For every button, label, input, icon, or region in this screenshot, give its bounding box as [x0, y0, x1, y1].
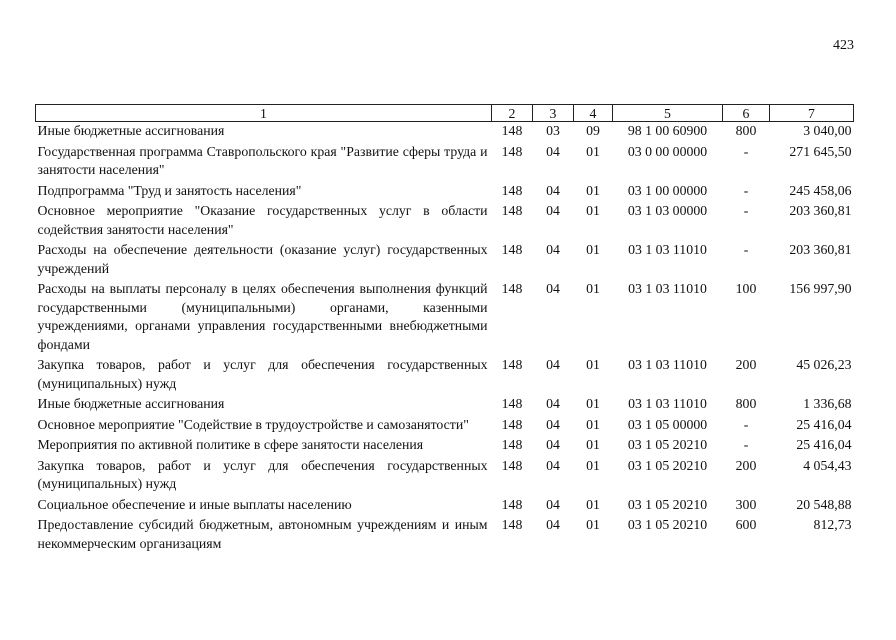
row-ministry-code: 148: [501, 281, 523, 296]
row-name: Основное мероприятие "Содействие в трудоустройстве и самозанятости": [37, 416, 469, 432]
row-subsection-code: 09: [586, 123, 600, 138]
row-target-article-code: 03 1 03 11010: [628, 281, 707, 296]
row-subsection-code: 01: [586, 203, 600, 218]
row-ministry-code: 148: [501, 517, 523, 532]
header-cell: 5: [613, 105, 723, 122]
row-section-code: 04: [546, 457, 560, 473]
row-name: Расходы на обеспечение деятельности (оказание услуг) государственных учреждений: [37, 242, 488, 276]
row-amount: 245 458,06: [789, 182, 852, 198]
row-name: Расходы на выплаты персоналу в целях обеспечения выполнения функций государственными (муниципальными) органами, казенными учреждениями, органами управления государственными внебюджетными фондами: [37, 281, 488, 352]
row-name: Государственная программа Ставропольского края "Развитие сферы труда и занятости населения": [37, 143, 488, 177]
row-section-code: 04: [546, 517, 560, 532]
row-ministry-code: 148: [501, 496, 523, 512]
header-cell: 4: [574, 105, 613, 122]
row-expense-type-code: 200: [735, 357, 757, 372]
row-amount: 20 548,88: [796, 496, 852, 512]
header-cell: 1: [36, 105, 492, 122]
row-ministry-code: 148: [501, 396, 523, 411]
row-expense-type-code: -: [743, 143, 749, 159]
row-target-article-code: 03 0 00 00000: [627, 143, 708, 159]
row-amount: 812,73: [813, 517, 852, 532]
row-expense-type-code: 300: [735, 496, 757, 512]
row-expense-type-code: 100: [735, 281, 757, 296]
row-expense-type-code: 800: [735, 123, 757, 138]
table-header-row: [36, 105, 854, 122]
row-expense-type-code: -: [743, 437, 749, 452]
row-amount: 1 336,68: [803, 396, 852, 411]
row-name: Подпрограмма "Труд и занятость населения": [37, 182, 302, 198]
page-number: 423: [833, 38, 854, 53]
header-cell: 6: [723, 105, 770, 122]
row-name: Иные бюджетные ассигнования: [37, 396, 225, 411]
header-cell: 2: [492, 105, 533, 122]
row-expense-type-code: -: [743, 203, 749, 218]
row-subsection-code: 01: [586, 143, 600, 159]
row-expense-type-code: -: [743, 182, 749, 198]
row-section-code: 04: [546, 203, 560, 218]
row-amount: 156 997,90: [789, 281, 852, 296]
row-ministry-code: 148: [501, 416, 523, 432]
row-name: Мероприятия по активной политике в сфере занятости населения: [37, 437, 424, 452]
table-row: [36, 278, 854, 354]
row-subsection-code: 01: [586, 416, 600, 432]
row-name: Предоставление субсидий бюджетным, автономным учреждениям и иным некоммерческим организациям: [37, 517, 488, 551]
row-ministry-code: 148: [501, 143, 523, 159]
row-section-code: 04: [546, 143, 560, 159]
table-row: [36, 141, 854, 180]
row-name: Основное мероприятие "Оказание государственных услуг в области содействия занятости населения": [37, 203, 488, 237]
row-section-code: 04: [546, 416, 560, 432]
row-name: Закупка товаров, работ и услуг для обеспечения государственных (муниципальных) нужд: [37, 457, 488, 491]
row-ministry-code: 148: [501, 357, 523, 372]
row-subsection-code: 01: [586, 182, 600, 198]
row-target-article-code: 03 1 05 20210: [627, 496, 708, 512]
row-target-article-code: 98 1 00 60900: [627, 123, 708, 138]
row-ministry-code: 148: [501, 182, 523, 198]
table-row: [36, 122, 854, 141]
row-subsection-code: 01: [586, 281, 600, 296]
row-section-code: 04: [546, 437, 560, 452]
row-ministry-code: 148: [501, 457, 523, 473]
row-section-code: 03: [546, 123, 560, 138]
row-ministry-code: 148: [501, 437, 523, 452]
row-subsection-code: 01: [586, 437, 600, 452]
row-subsection-code: 01: [586, 517, 600, 532]
row-section-code: 04: [546, 357, 560, 372]
row-ministry-code: 148: [501, 242, 523, 257]
row-subsection-code: 01: [586, 396, 600, 411]
table-row: [36, 239, 854, 278]
table-row: [36, 180, 854, 201]
row-section-code: 04: [546, 496, 560, 512]
row-target-article-code: 03 1 05 20210: [627, 457, 708, 473]
header-cell: 3: [533, 105, 574, 122]
header-cell: 7: [770, 105, 854, 122]
table-row: [36, 455, 854, 494]
row-section-code: 04: [546, 182, 560, 198]
table-row: [36, 200, 854, 239]
row-subsection-code: 01: [586, 496, 600, 512]
row-section-code: 04: [546, 396, 560, 411]
row-amount: 45 026,23: [796, 357, 852, 372]
table-row: [36, 434, 854, 455]
row-target-article-code: 03 1 03 11010: [628, 396, 707, 411]
row-target-article-code: 03 1 03 11010: [628, 357, 707, 372]
row-expense-type-code: -: [743, 416, 749, 432]
row-section-code: 04: [546, 281, 560, 296]
row-expense-type-code: -: [743, 242, 749, 257]
row-amount: 4 054,43: [803, 457, 852, 473]
table-row: [36, 514, 854, 553]
row-amount: 203 360,81: [789, 203, 852, 218]
table-row: [36, 354, 854, 393]
row-name: Закупка товаров, работ и услуг для обеспечения государственных (муниципальных) нужд: [37, 357, 488, 391]
table-row: [36, 393, 854, 414]
row-section-code: 04: [546, 242, 560, 257]
row-expense-type-code: 200: [735, 457, 757, 473]
row-amount: 203 360,81: [789, 242, 852, 257]
row-target-article-code: 03 1 03 00000: [627, 203, 708, 218]
row-target-article-code: 03 1 05 20210: [627, 517, 708, 532]
row-amount: 25 416,04: [796, 437, 852, 452]
row-amount: 25 416,04: [796, 416, 852, 432]
row-name: Иные бюджетные ассигнования: [37, 123, 225, 138]
row-subsection-code: 01: [586, 242, 600, 257]
row-ministry-code: 148: [501, 123, 523, 138]
row-subsection-code: 01: [586, 357, 600, 372]
row-expense-type-code: 800: [735, 396, 757, 411]
row-amount: 271 645,50: [789, 143, 852, 159]
row-target-article-code: 03 1 00 00000: [627, 182, 708, 198]
row-ministry-code: 148: [501, 203, 523, 218]
row-target-article-code: 03 1 05 20210: [627, 437, 708, 452]
budget-table: [35, 104, 854, 553]
row-amount: 3 040,00: [803, 123, 852, 138]
table-row: [36, 494, 854, 515]
row-subsection-code: 01: [586, 457, 600, 473]
row-target-article-code: 03 1 03 11010: [628, 242, 707, 257]
row-target-article-code: 03 1 05 00000: [627, 416, 708, 432]
row-expense-type-code: 600: [735, 517, 757, 532]
table-row: [36, 414, 854, 435]
row-name: Социальное обеспечение и иные выплаты населению: [37, 496, 352, 512]
